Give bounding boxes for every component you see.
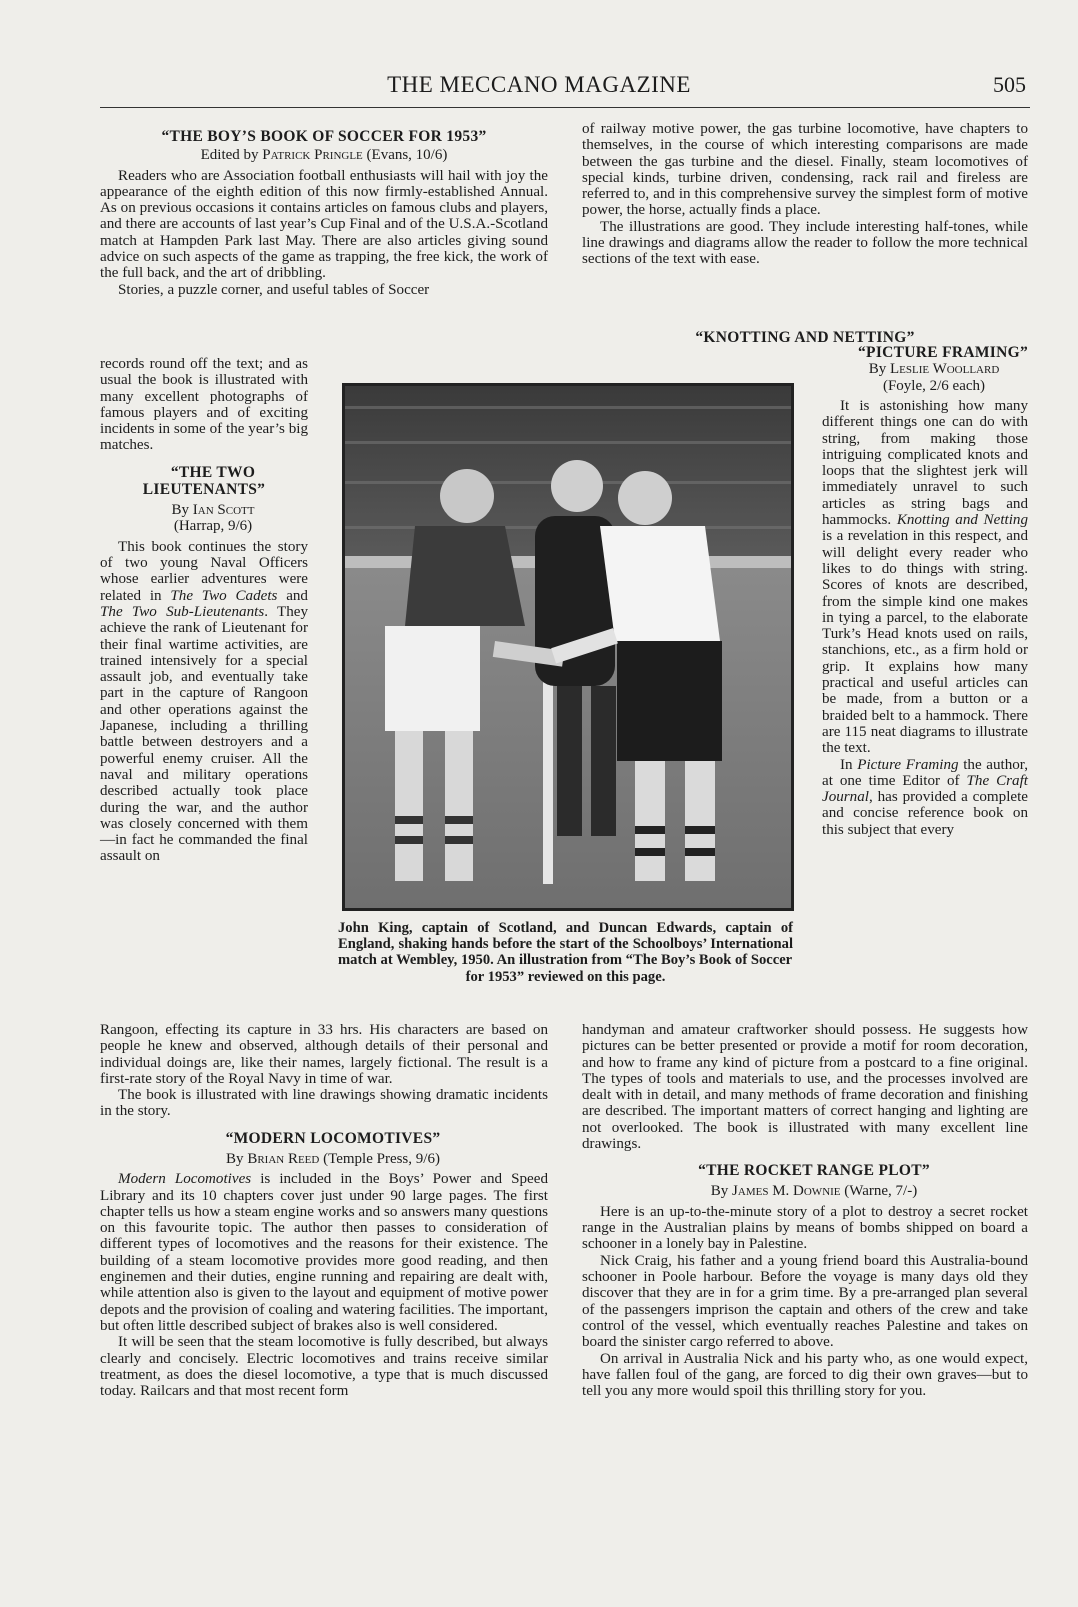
book-title-knotting: Knotting and Netting <box>896 512 1028 529</box>
knotting-publisher: (Foyle, 2/6 each) <box>882 377 986 394</box>
rocket-review <box>582 1162 1028 1399</box>
locomotives-paragraph-2: It will be seen that the steam locomotive is fully described, but always clearly and concisely. Electric locomotives and trains receive similar treatment, as does the diesel locomotive, a type that is much discussed today. Railcars and that most recent form <box>100 1334 548 1400</box>
soccer-paragraph-1: Readers who are Association football enthusiasts will hail with joy the appearance of the eighth edition of this now firmly-established Annual. As on previous occasions it contains articles on famous clubs and players, and there are accounts of last year’s Cup Final and of the U.S.A.-Scotland match at Hampden Park last May. There are also articles giving sound advice on such aspects of the game as trapping, the free kick, the work of the full back, and the art of dribbling. <box>100 167 548 282</box>
right-column-top <box>582 121 1028 268</box>
right-narrow-column <box>822 344 1028 838</box>
knotting-paragraph-2: In Picture Framing the author, at one time Editor of The Craft Journal, has provided a complete and concise reference book on this subject that every <box>822 756 1029 838</box>
photo-caption: John King, captain of Scotland, and Duncan Edwards, captain of England, shaking hands before the start of the Schoolboys’ International match at Wembley, 1950. An illustration from “The Boy’s Book of Soccer for 1953” reviewed on this page. <box>338 920 793 985</box>
rocket-paragraph-3: On arrival in Australia Nick and his party who, as one would expect, have fallen foul of the gang, are forced to dig their own graves—but to tell you any more would spoil this thrilling story for you. <box>582 1350 1028 1400</box>
lieutenants-paragraph-3: The book is illustrated with line drawings showing dramatic incidents in the story. <box>100 1087 548 1120</box>
knotting-author: Leslie Woollard <box>889 361 1000 377</box>
lieutenants-paragraph-1: This book continues the story of two young Naval Officers whose earlier adventures were related in The Two Cadets and The Two Sub-Lieutenants. They achieve the rank of Lieutenant for their final wartime activities, are trained intensively for a special assault job, and eventually take part in the capture of Rangoon and other operations against the Japanese, including a thrilling battle between destroyers and a powerful enemy cruiser. All the naval and military operations described actually took place during the war, and the author was closely concerned with them—in fact he commanded the final assault on <box>100 538 308 865</box>
lieutenants-paragraph-2: Rangoon, effecting its capture in 33 hrs. His characters are based on people he knew and observed, although details of their personal and individual doings are, like their names, largely fictional. The result is a first-rate story of the Royal Navy in time of war. <box>100 1022 548 1087</box>
left-column-bottom <box>100 1022 548 1399</box>
locomotives-paragraph-3: of railway motive power, the gas turbine locomotive, have chapters to themselves, in the course of which interesting comparisons are made between the gas turbine and the diesel. Finally, steam locomotives of special kinds, turbine driven, condensing, rack rail and fireless are referred to, and in this comprehensive survey the simplest form of motive power, the horse, actually finds a place. <box>582 121 1028 219</box>
soccer-byline: Edited by Patrick Pringle (Evans, 10/6) <box>200 147 448 163</box>
knotting-heading: “KNOTTING AND NETTING” <box>695 329 915 346</box>
knotting-byline: By Leslie Woollard <box>868 361 1000 377</box>
knotting-paragraph-3: handyman and amateur craftworker should possess. He suggests how pictures can be better presented or provide a motif for room decoration, and how to frame any kind of picture from a postcard to a fine original. The types of tools and materials to use, and the processes involved are dealt with in detail, and many methods of frame decoration and finishing are described. The important matters of correct hanging and lighting are not overlooked. The book is illustrated with many excellent line drawings. <box>582 1022 1028 1153</box>
rocket-author: James M. Downie <box>732 1183 841 1200</box>
header-rule <box>100 107 1030 108</box>
lieutenants-heading: “THE TWO LIEUTENANTS” <box>142 463 266 498</box>
magazine-title: THE MECCANO MAGAZINE <box>387 72 691 97</box>
knotting-paragraph-1: It is astonishing how many different things one can do with string, from making those intriguing complicated knots and loops that the slightest jerk will immediately unravel to such articles as string bags and hammocks. Knotting and Netting is a revelation in this respect, and will delight every reader who likes to do things with string. Scores of knots are described, from the simple kind one makes in tying a parcel, to the elaborate Turk’s Head knots used on rails, stanchions, etc., as a firm hold or grip. It explains how many practical and useful articles can be made, from a button or a braided belt to a hammock. There are 115 neat diagrams to illustrate the text. <box>822 398 1028 757</box>
picture-framing-heading: “PICTURE FRAMING” <box>858 344 1028 361</box>
rocket-heading: “THE ROCKET RANGE PLOT” <box>698 1162 930 1180</box>
lieutenants-author: Ian Scott <box>192 501 255 518</box>
left-narrow-column <box>100 356 308 865</box>
soccer-paragraph-2-rest: records round off the text; and as usual the book is illustrated with many excellent photographs of famous players and of exciting incidents in some of the year’s big matches. <box>100 356 308 454</box>
lieutenants-review <box>100 464 308 865</box>
rocket-paragraph-1: Here is an up-to-the-minute story of a plot to destroy a secret rocket range in the Australian plains by means of bombs shipped on board a schooner in a lonely bay in Palestine. <box>582 1203 1028 1253</box>
locomotives-paragraph-1: Modern Locomotives is included in the Boys’ Power and Speed Library and its 10 chapters cover just under 90 large pages. The first chapter tells us how a steam engine works and so answers many questions on this favourite topic. The author then passes to consideration of different types of locomotives and the reasons for their existence. The building of a steam locomotive provides more good reading, and then enginemen and their duties, engine running and repairing are dealt with, while attention also is given to the layout and equipment of motive power depots and the provision of coaling and watering facilities. The important, but often little described subject of brakes also is well considered. <box>100 1171 548 1334</box>
book-title-picture-framing: Picture Framing <box>857 756 959 773</box>
lieutenants-publisher: (Harrap, 9/6) <box>173 518 253 535</box>
soccer-heading: “THE BOY’S BOOK OF SOCCER FOR 1953” <box>161 128 487 145</box>
book-title-two-sub-lieutenants: The Two Sub-Lieutenants <box>100 603 265 620</box>
locomotives-byline: By Brian Reed (Temple Press, 9/6) <box>226 1150 440 1167</box>
rocket-byline: By James M. Downie (Warne, 7/-) <box>710 1183 918 1200</box>
soccer-review <box>100 128 548 298</box>
match-photograph <box>342 383 794 911</box>
locomotives-review <box>100 1130 548 1400</box>
soccer-author: Patrick Pringle <box>262 147 363 163</box>
page-number: 505 <box>993 72 1026 97</box>
right-column-bottom <box>582 1022 1028 1399</box>
lieutenants-byline: By Ian Scott <box>171 501 255 518</box>
rocket-paragraph-2: Nick Craig, his father and a young friend board this Australia-bound schooner in Poole harbour. Before the voyage is many days old they discover that they are in for a grim time. By a pre-arranged plan several of the passengers imprison the captain and others of the crew and take control of the vessel, which eventually reaches Palestine and takes on board the sinister cargo referred to above. <box>582 1252 1028 1351</box>
locomotives-author: Brian Reed <box>247 1150 320 1167</box>
locomotives-heading: “MODERN LOCOMOTIVES” <box>225 1129 441 1147</box>
book-title-two-cadets: The Two Cadets <box>170 587 278 604</box>
journal-title: The Craft Journal <box>822 772 1028 806</box>
locomotives-paragraph-4: The illustrations are good. They include interesting half-tones, while line drawings and diagrams allow the reader to follow the more technical sections of the text with ease. <box>582 218 1028 268</box>
soccer-paragraph-2-start: Stories, a puzzle corner, and useful tables of Soccer <box>118 281 430 298</box>
